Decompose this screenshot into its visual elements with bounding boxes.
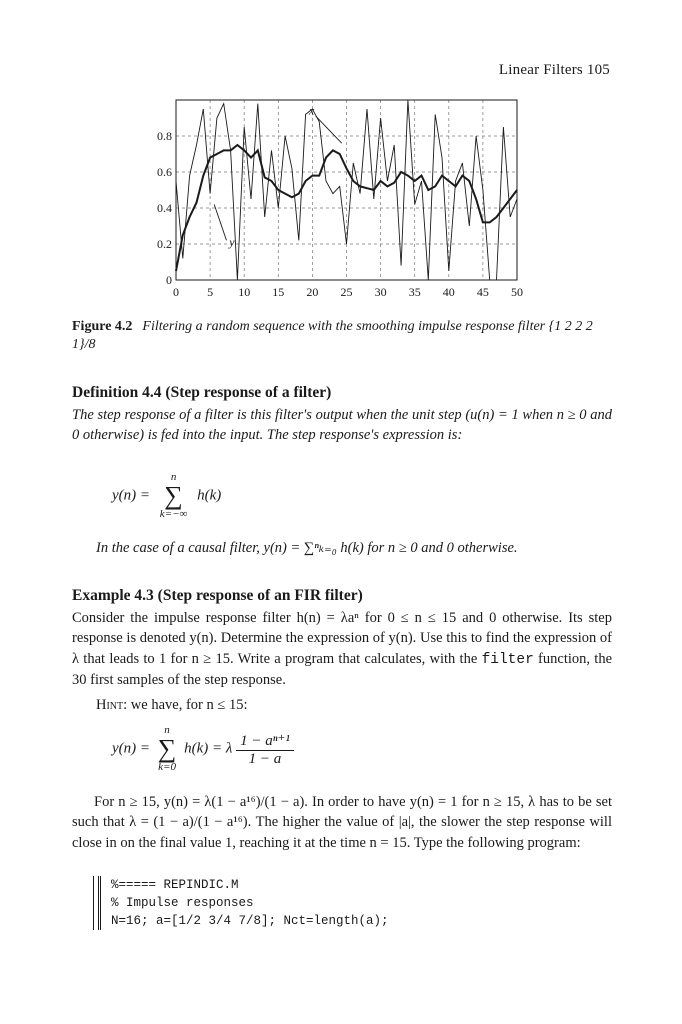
x-tick-label: 15 xyxy=(272,285,285,299)
caption-label: Figure 4.2 xyxy=(72,319,133,334)
hint-line xyxy=(96,697,247,714)
x-tick-label: 40 xyxy=(442,285,455,299)
x-tick-label: 35 xyxy=(408,285,421,299)
eq1-sum-bottom: k=−∞ xyxy=(159,508,188,520)
code-listing xyxy=(98,876,389,930)
y-tick-label: 0.8 xyxy=(157,129,172,143)
running-head: Linear Filters 105 xyxy=(498,62,610,78)
y-tick-labels xyxy=(157,129,172,287)
y-tick-label: 0 xyxy=(166,273,172,287)
eq2-denominator: 1 − a xyxy=(248,750,282,767)
x-tick-label: 0 xyxy=(173,285,179,299)
eq2-fraction xyxy=(236,731,294,768)
eq2-lhs: y(n) = xyxy=(112,740,151,757)
eq1-rhs: h(k) xyxy=(197,487,222,504)
code-line: % Impulse responses xyxy=(111,896,254,910)
eq2-sum-top: n xyxy=(164,724,170,736)
example-title: Example 4.3 (Step response of an FIR filter) xyxy=(72,587,363,604)
eq2-sum-bottom: k=0 xyxy=(158,761,176,773)
eq2-numerator: 1 − aⁿ⁺¹ xyxy=(236,731,294,751)
hint-label: Hint xyxy=(96,697,124,713)
y-tick-label: 0.6 xyxy=(157,165,172,179)
causal-note: In the case of a causal filter, y(n) = ∑ⁿₖ₌₀ h(k) for n ≥ 0 and 0 otherwise. xyxy=(96,540,518,556)
filter-keyword: filter xyxy=(481,651,534,668)
eq1-sum xyxy=(160,472,188,520)
x-tick-label: 5 xyxy=(207,285,214,299)
x-tick-label: 50 xyxy=(511,285,523,299)
eq2-sum xyxy=(158,725,177,773)
x-tick-label: 45 xyxy=(476,285,489,299)
x-tick-labels xyxy=(173,285,523,299)
x-tick-label: 20 xyxy=(306,285,319,299)
figure-chart xyxy=(60,92,540,302)
example-solution xyxy=(72,792,612,853)
sigma-symbol: ∑ xyxy=(157,734,177,763)
example-body-1: Consider the impulse response filter h(n) = λaⁿ for 0 ≤ n ≤ 15 and 0 otherwise. Its step response is denoted y(n). Determine the expression of y(n). Use this to find the expression of λ that leads to 1 for n ≥ 15. Write a program that calculates, with the xyxy=(72,610,612,667)
eq1-sum-top: n xyxy=(170,471,177,483)
hint-equation xyxy=(112,725,294,773)
code-line: %===== REPINDIC.M xyxy=(111,878,239,892)
hint-text: : we have, for n ≤ 15: xyxy=(123,697,248,713)
definition-title: Definition 4.4 (Step response of a filter) xyxy=(72,384,332,401)
x-tick-label: 25 xyxy=(340,285,353,299)
annotation-y-label: y xyxy=(229,234,235,249)
code-line: N=16; a=[1/2 3/4 7/8]; Nct=length(a); xyxy=(111,914,389,928)
definition-body: The step response of a filter is this filter's output when the unit step (u(n) = 1 when n ≥ 0 and 0 otherwise) is fed into the input. The step response's expression is: xyxy=(72,407,612,443)
x-tick-label: 10 xyxy=(238,285,251,299)
eq1-lhs: y(n) = xyxy=(112,487,151,504)
y-tick-label: 0.4 xyxy=(157,201,172,215)
step-response-equation xyxy=(112,472,221,520)
example-body xyxy=(72,608,612,690)
y-tick-label: 0.2 xyxy=(157,237,172,251)
caption-text: Filtering a random sequence with the smoothing impulse response filter {1 2 2 2 1}/8 xyxy=(72,319,593,352)
example-solution-text: For n ≥ 15, y(n) = λ(1 − a¹⁶)/(1 − a). In order to have y(n) = 1 for n ≥ 15, λ has to be set such that λ = (1 − a)/(1 − a¹⁶). The higher the value of |a|, the slower the step response will close in on the final value 1, reaching it at the time n = 15. Type the following program: xyxy=(72,794,612,851)
x-tick-label: 30 xyxy=(374,285,387,299)
figure-caption xyxy=(72,318,612,354)
annotation-y-arrow xyxy=(214,204,226,240)
eq2-mid: h(k) = λ xyxy=(184,740,233,757)
example-body-2: function, the 30 first samples of the step response. xyxy=(72,650,613,688)
annotation-x-label: x xyxy=(308,103,315,118)
sigma-symbol: ∑ xyxy=(164,481,183,510)
